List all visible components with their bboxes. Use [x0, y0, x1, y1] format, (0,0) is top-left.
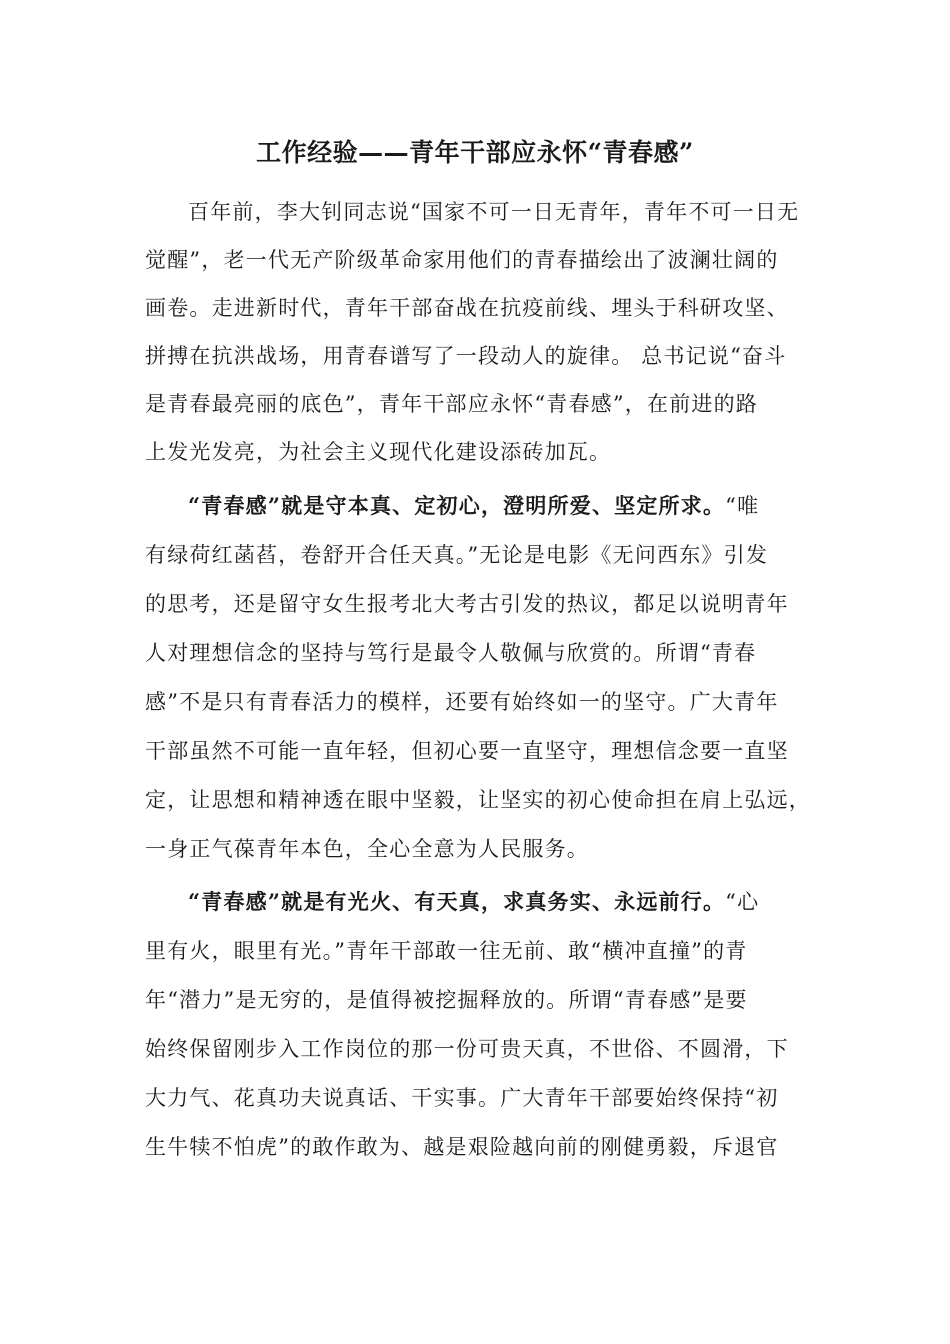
paragraph-2-lead [188, 491, 759, 521]
paragraph-1-line-6: 上发光发亮，为社会主义现代化建设添砖加瓦。 [145, 440, 612, 464]
paragraph-2-line-4: 感”不是只有青春活力的模样，还要有始终如一的坚守。广大青年 [145, 690, 779, 714]
paragraph-3-heading: “青春感”就是有光火、有天真，求真务实、永远前行。 [188, 889, 726, 914]
paragraph-2-line-1: 有绿荷红菡萏，卷舒开合任天真。”无论是电影《无问西东》引发 [145, 543, 769, 567]
paragraph-1-line-2: 觉醒”，老一代无产阶级革命家用他们的青春描绘出了波澜壮阔的 [145, 248, 779, 272]
paragraph-1-line-3: 画卷。走进新时代，青年干部奋战在抗疫前线、埋头于科研攻坚、 [145, 296, 789, 320]
document-title: 工作经验——青年干部应永怀“青春感” [256, 138, 694, 167]
paragraph-2-line-5: 干部虽然不可能一直年轻，但初心要一直坚守，理想信念要一直坚 [145, 739, 789, 763]
paragraph-2-line-2: 的思考，还是留守女生报考北大考古引发的热议，都足以说明青年 [145, 592, 789, 616]
paragraph-3-lead [188, 887, 759, 917]
paragraph-1-line-1: 百年前，李大钊同志说“国家不可一日无青年，青年不可一日无 [188, 200, 800, 224]
paragraph-2-heading: “青春感”就是守本真、定初心，澄明所爱、坚定所求。 [188, 493, 726, 518]
paragraph-2-line-6: 定，让思想和精神透在眼中坚毅，让坚实的初心使命担在肩上弘远， [145, 788, 811, 812]
paragraph-2-line-3: 人对理想信念的坚持与笃行是最令人敬佩与欣赏的。所谓“青春 [145, 641, 757, 665]
paragraph-3-line-2: 年“潜力”是无穷的，是值得被挖掘释放的。所谓“青春感”是要 [145, 988, 748, 1012]
paragraph-1-line-5: 是青春最亮丽的底色”，青年干部应永怀“青春感”，在前进的路 [145, 392, 759, 416]
paragraph-1-line-4: 拼搏在抗洪战场，用青春谱写了一段动人的旋律。 总书记说“奋斗 [145, 344, 787, 368]
paragraph-3-line-4: 大力气、花真功夫说真话、干实事。广大青年干部要始终保持“初 [145, 1086, 779, 1110]
paragraph-3-line-1: 里有火，眼里有光。”青年干部敢一往无前、敢“横冲直撞”的青 [145, 939, 748, 963]
paragraph-3-line-3: 始终保留刚步入工作岗位的那一份可贵天真，不世俗、不圆滑，下 [145, 1037, 789, 1061]
paragraph-3-line-5: 生牛犊不怕虎”的敢作敢为、越是艰险越向前的刚健勇毅，斥退官 [145, 1135, 779, 1159]
paragraph-2-line-7: 一身正气葆青年本色，全心全意为人民服务。 [145, 837, 589, 861]
paragraph-2-lead-rest: “唯 [725, 494, 760, 518]
paragraph-3-lead-rest: “心 [725, 890, 760, 914]
